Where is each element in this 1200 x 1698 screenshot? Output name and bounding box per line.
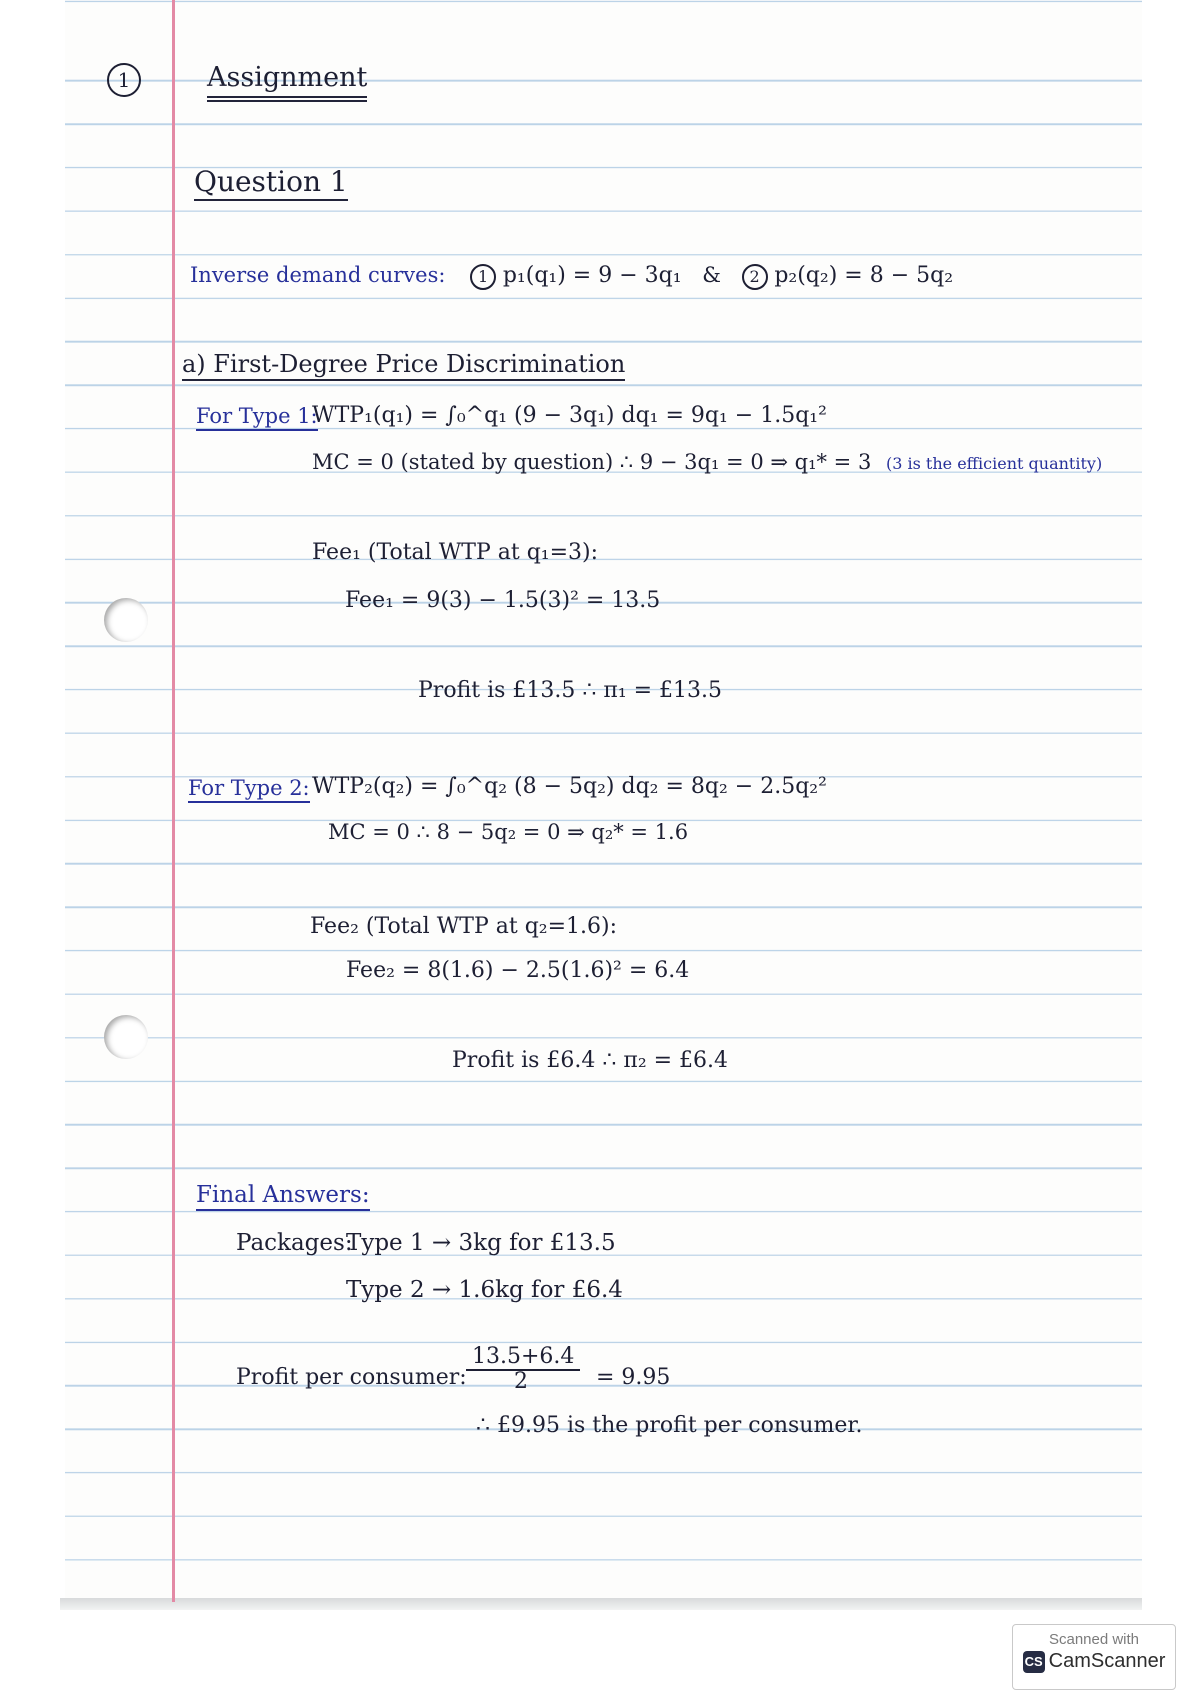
type2-label: For Type 2: — [188, 776, 310, 803]
packages-label: Packages: — [236, 1230, 353, 1256]
camscanner-watermark — [1012, 1624, 1176, 1690]
part-a-title: a) First-Degree Price Discrimination — [182, 350, 625, 381]
type1-fee-heading: Fee₁ (Total WTP at q₁=3): — [312, 540, 599, 565]
type1-fee-calc: Fee₁ = 9(3) − 1.5(3)² = 13.5 — [345, 588, 661, 613]
type2-fee-calc: Fee₂ = 8(1.6) − 2.5(1.6)² = 6.4 — [346, 958, 690, 983]
type1-label: For Type 1: — [196, 404, 318, 431]
page-title: Assignment — [207, 62, 367, 102]
type1-mc-equation: MC = 0 (stated by question) ∴ 9 − 3q₁ = 0 ⇒ q₁* = 3 — [312, 450, 872, 474]
final-conclusion: ∴ £9.95 is the profit per consumer. — [476, 1413, 863, 1438]
curve-2-tag: 2 — [742, 264, 768, 290]
page-bottom-shadow — [60, 1598, 1142, 1610]
margin-line — [172, 0, 175, 1602]
curve-1-tag: 1 — [470, 264, 496, 290]
demand-line — [190, 263, 953, 290]
type2-fee-heading: Fee₂ (Total WTP at q₂=1.6): — [310, 914, 618, 939]
fraction-denominator: 2 — [514, 1369, 528, 1394]
package-type-1: Type 1 → 3kg for £13.5 — [346, 1230, 616, 1256]
question-heading: Question 1 — [194, 165, 348, 201]
type1-mc-note: (3 is the efficient quantity) — [886, 454, 1103, 473]
demand-curve-1: p₁(q₁) = 9 − 3q₁ — [502, 263, 682, 288]
fraction-numerator: 13.5+6.4 — [466, 1344, 580, 1371]
ampersand: & — [702, 263, 721, 287]
type2-wtp: WTP₂(q₂) = ∫₀^q₂ (8 − 5q₂) dq₂ = 8q₂ − 2.5q₂² — [312, 774, 827, 799]
punch-hole-bottom — [104, 1015, 148, 1059]
item-number: 1 — [107, 63, 141, 97]
profit-result: = 9.95 — [596, 1365, 671, 1390]
watermark-brand: CamScanner — [1048, 1650, 1166, 1672]
type1-mc — [312, 450, 1102, 474]
watermark-line-1: Scanned with — [1048, 1631, 1140, 1648]
punch-hole-top — [104, 598, 148, 642]
profit-fraction — [466, 1344, 576, 1394]
package-type-2: Type 2 → 1.6kg for £6.4 — [346, 1277, 623, 1303]
type2-mc: MC = 0 ∴ 8 − 5q₂ = 0 ⇒ q₂* = 1.6 — [328, 820, 689, 844]
demand-curve-2: p₂(q₂) = 8 − 5q₂ — [774, 263, 954, 288]
type1-profit: Profit is £13.5 ∴ π₁ = £13.5 — [418, 678, 723, 703]
profit-per-consumer-label: Profit per consumer: — [236, 1365, 467, 1390]
final-answers-label: Final Answers: — [196, 1182, 370, 1211]
type1-wtp: WTP₁(q₁) = ∫₀^q₁ (9 − 3q₁) dq₁ = 9q₁ − 1.5q₁² — [312, 403, 827, 428]
demand-label: Inverse demand curves: — [190, 263, 446, 287]
watermark-line-2 — [1013, 1650, 1175, 1673]
camscanner-logo-icon: CS — [1023, 1651, 1045, 1673]
type2-profit: Profit is £6.4 ∴ π₂ = £6.4 — [452, 1048, 729, 1073]
